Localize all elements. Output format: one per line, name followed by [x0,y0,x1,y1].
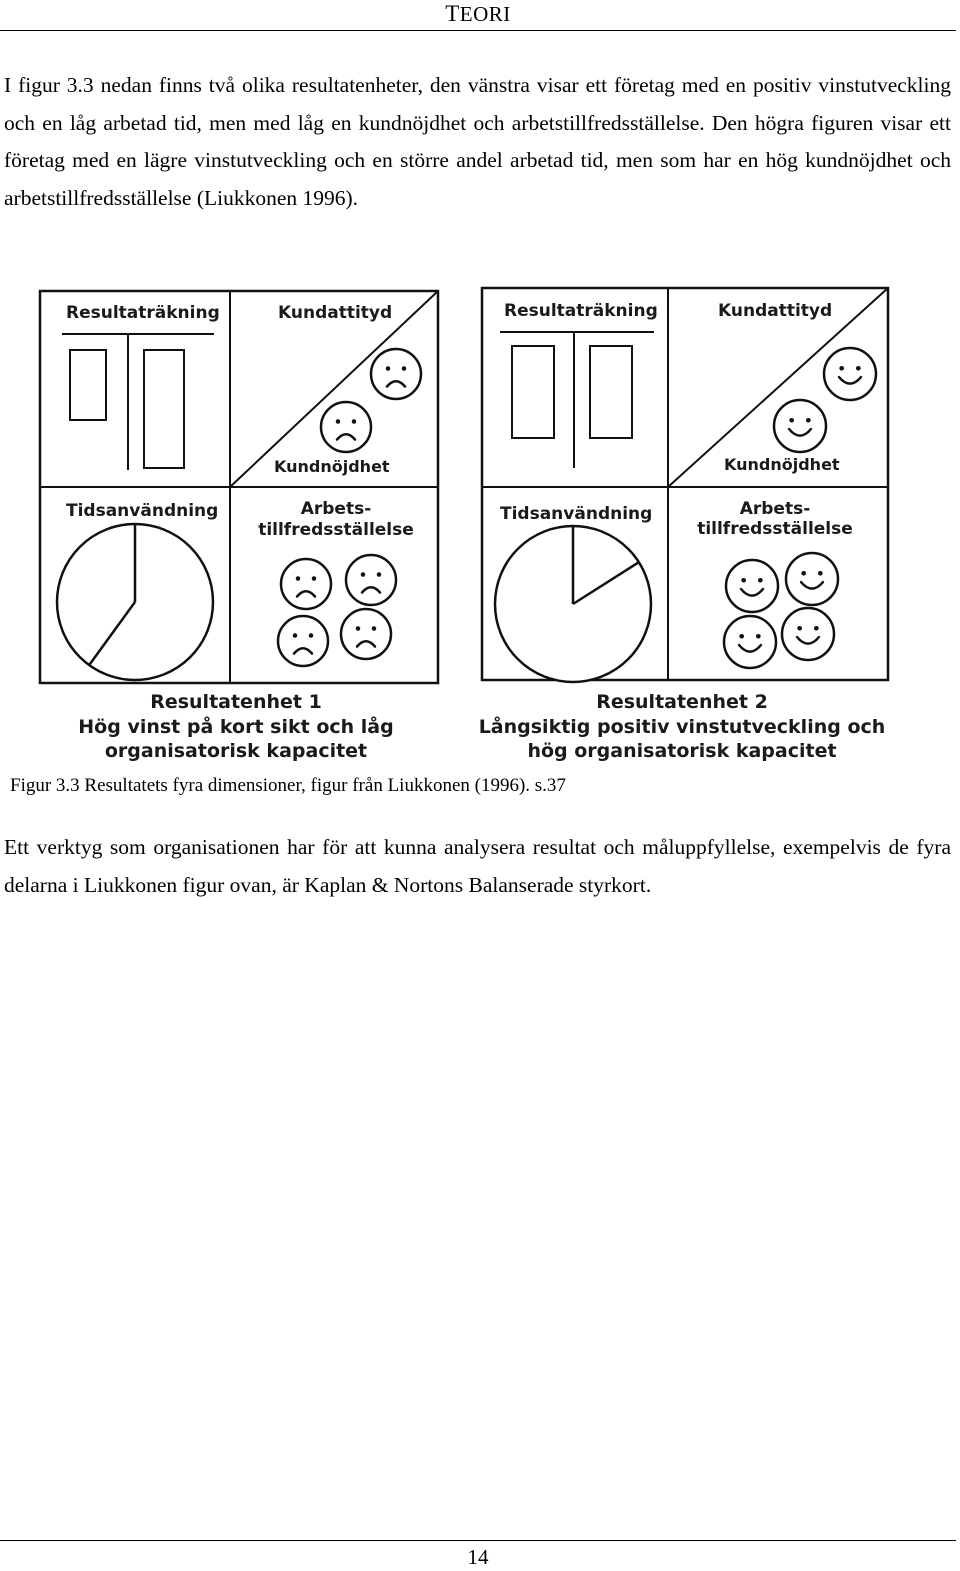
left-kundnojdhet-face [321,402,371,452]
face-outline [724,616,776,668]
face-outline [321,402,371,452]
right-arbets-face-2 [786,553,838,605]
intro-paragraph: I figur 3.3 nedan finns två olika resultatenheter, den vänstra visar ett företag med en positiv vinstutveckling och en låg arbetad tid, men med låg en kundnöjdhet och arbetstillfredsställelse. Den högra figuren visar ett företag med en lägre vinstutveckling och en större andel arbetad tid, men som har en hög kundnöjdhet och arbetstillfredsställelse (Liukkonen 1996). [4,73,951,210]
page-number: 14 [467,1545,489,1569]
left-time-pie [57,524,213,680]
left-arbets-face-4 [341,609,391,659]
left-kundnojdhet-label: Kundnöjdhet [274,457,390,476]
right-ledger-large-bar [590,346,632,438]
face-outline [786,553,838,605]
header-title-initial: T [445,1,460,26]
right-arbets-face-4 [782,608,834,660]
face-eye-right [756,634,761,639]
face-outline [774,400,826,452]
face-eye-left [296,576,301,581]
right-arbets-face-3 [724,616,776,668]
right-panel-subtitle-line1: Långsiktig positiv vinstutveckling och [478,716,886,738]
right-arbets-face-1 [726,560,778,612]
figure-caption: Figur 3.3 Resultatets fyra dimensioner, figur från Liukkonen (1996). s.37 [10,775,566,796]
left-arbets-face-3 [278,616,328,666]
header-title-rest: EORI [459,2,511,26]
footer-divider [0,1540,956,1541]
face-eye-left [839,366,844,371]
face-eye-left [789,418,794,423]
face-outline [782,608,834,660]
face-outline [371,349,421,399]
left-arbets-face-2 [346,555,396,605]
face-eye-right [352,419,357,424]
face-outline [278,616,328,666]
figure-3-3-svg [38,284,900,764]
face-eye-right [806,418,811,423]
left-arbets-label-line2: tillfredsställelse [258,520,414,540]
left-resultatrakning-label: Resultaträkning [66,303,220,323]
face-eye-left [293,633,298,638]
face-eye-right [856,366,861,371]
left-tidsanvandning-label: Tidsanvändning [66,501,219,521]
face-eye-left [336,419,341,424]
face-eye-left [797,626,802,631]
after-figure-paragraph: Ett verktyg som organisationen har för att kunna analysera resultat och måluppfyllelse, exempelvis de fyra delarna i Liukkonen figur ovan, är Kaplan & Nortons Balanserade styrkort. [4,835,951,897]
right-panel-subtitle-line2: hög organisatorisk kapacitet [527,740,837,762]
panel-resultatenhet-2 [479,288,888,762]
right-arbets-label-line1: Arbets- [739,499,811,519]
face-eye-right [818,571,823,576]
left-ledger-small-bar [70,350,106,420]
face-eye-right [377,572,382,577]
face-eye-right [402,366,407,371]
left-arbets-label-line1: Arbets- [300,499,372,519]
left-kundattityd-face-1 [371,349,421,399]
face-eye-left [386,366,391,371]
left-kundattityd-label: Kundattityd [278,303,393,323]
header-title [0,1,956,27]
right-kundattityd-face-1 [824,348,876,400]
face-eye-right [312,576,317,581]
right-kundnojdhet-face [774,400,826,452]
face-eye-left [741,578,746,583]
face-eye-right [758,578,763,583]
right-ledger-small-bar [512,346,554,438]
face-eye-left [801,571,806,576]
right-resultatrakning-label: Resultaträkning [504,301,658,321]
right-time-pie [495,526,651,682]
face-eye-right [372,626,377,631]
face-eye-left [356,626,361,631]
face-outline [281,559,331,609]
figure-3-3 [38,284,900,764]
right-kundattityd-label: Kundattityd [718,301,833,321]
page-header [0,0,956,31]
right-tidsanvandning-label: Tidsanvändning [500,504,653,524]
left-arbets-face-1 [281,559,331,609]
left-ledger-large-bar [144,350,184,468]
face-outline [824,348,876,400]
face-outline [726,560,778,612]
face-eye-left [739,634,744,639]
right-kundnojdhet-label: Kundnöjdhet [724,455,840,474]
face-eye-right [814,626,819,631]
panel-resultatenhet-1 [40,291,438,762]
left-panel-subtitle-line2: organisatorisk kapacitet [104,740,368,762]
face-eye-left [361,572,366,577]
face-outline [341,609,391,659]
right-panel-title: Resultatenhet 2 [596,691,768,713]
face-eye-right [309,633,314,638]
left-panel-subtitle-line1: Hög vinst på kort sikt och låg [78,716,394,738]
right-arbets-label-line2: tillfredsställelse [697,519,853,539]
left-panel-title: Resultatenhet 1 [150,691,322,713]
face-outline [346,555,396,605]
